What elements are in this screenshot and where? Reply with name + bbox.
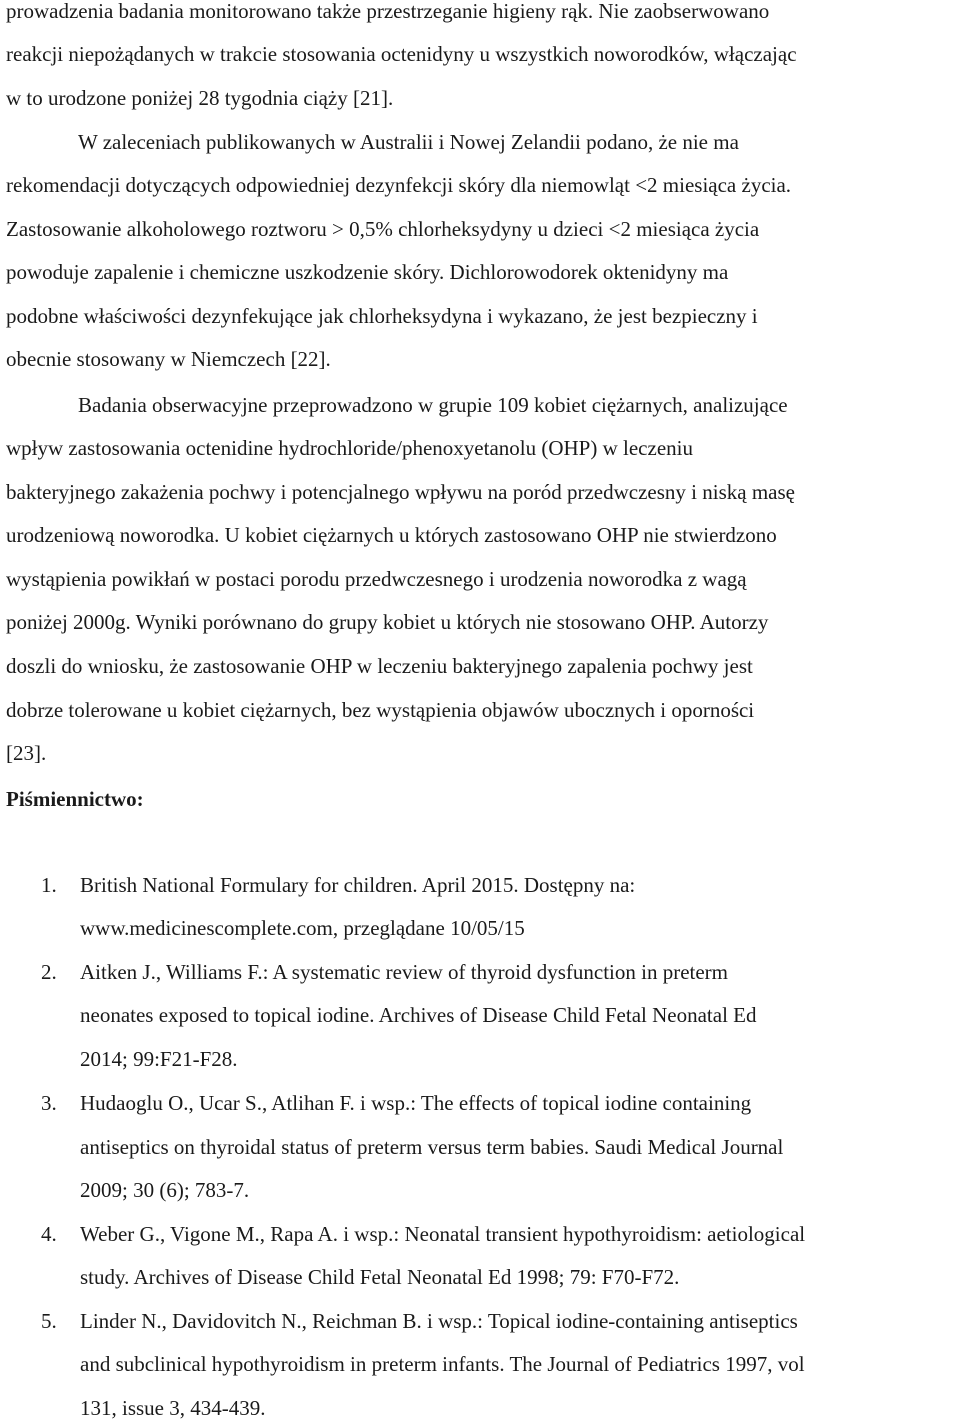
text-line: rekomendacji dotyczących odpowiedniej dezynfekcji skóry dla niemowląt <2 miesiąca życia.	[6, 173, 792, 197]
text-line: prowadzenia badania monitorowano także przestrzeganie higieny rąk. Nie zaobserwowano	[6, 0, 770, 23]
text-line: reakcji niepożądanych w trakcie stosowania octenidyny u wszystkich noworodków, włączając	[6, 42, 797, 66]
reference-line: neonates exposed to topical iodine. Archives of Disease Child Fetal Neonatal Ed	[80, 1003, 757, 1027]
text-line: bakteryjnego zakażenia pochwy i potencjalnego wpływu na poród przedwczesny i niską masę	[6, 480, 795, 504]
text-line: dobrze tolerowane u kobiet ciężarnych, bez wystąpienia objawów ubocznych i oporności	[6, 698, 755, 722]
text-line: wystąpienia powikłań w postaci porodu przedwczesnego i urodzenia noworodka z wagą	[6, 567, 747, 591]
reference-line: Weber G., Vigone M., Rapa A. i wsp.: Neonatal transient hypothyroidism: aetiological	[80, 1222, 806, 1246]
text-line: w to urodzone poniżej 28 tygodnia ciąży [21].	[6, 86, 394, 110]
reference-line: Linder N., Davidovitch N., Reichman B. i wsp.: Topical iodine-containing antiseptics	[80, 1309, 798, 1333]
reference-number: 3.	[41, 1091, 57, 1115]
text-line: wpływ zastosowania octenidine hydrochloride/phenoxyetanolu (OHP) w leczeniu	[6, 436, 693, 460]
reference-line: study. Archives of Disease Child Fetal Neonatal Ed 1998; 79: F70-F72.	[80, 1265, 680, 1289]
text-line: poniżej 2000g. Wyniki porównano do grupy kobiet u których nie stosowano OHP. Autorzy	[6, 610, 769, 634]
reference-number: 5.	[41, 1309, 57, 1333]
text-line: powoduje zapalenie i chemiczne uszkodzenie skóry. Dichlorowodorek oktenidyny ma	[6, 260, 729, 284]
text-line: [23].	[6, 741, 47, 765]
text-line: Badania obserwacyjne przeprowadzono w grupie 109 kobiet ciężarnych, analizujące	[78, 393, 788, 417]
reference-line: www.medicinescomplete.com, przeglądane 10/05/15	[80, 916, 525, 940]
reference-number: 2.	[41, 960, 57, 984]
reference-line: Hudaoglu O., Ucar S., Atlihan F. i wsp.: The effects of topical iodine containing	[80, 1091, 752, 1115]
text-line: obecnie stosowany w Niemczech [22].	[6, 347, 331, 371]
reference-line: 2009; 30 (6); 783-7.	[80, 1178, 250, 1202]
text-line: urodzeniową noworodka. U kobiet ciężarnych u których zastosowano OHP nie stwierdzono	[6, 523, 777, 547]
reference-line: antiseptics on thyroidal status of preterm versus term babies. Saudi Medical Journal	[80, 1135, 784, 1159]
reference-line: 131, issue 3, 434-439.	[80, 1396, 266, 1420]
reference-line: Aitken J., Williams F.: A systematic review of thyroid dysfunction in preterm	[80, 960, 728, 984]
reference-number: 4.	[41, 1222, 57, 1246]
reference-line: and subclinical hypothyroidism in preterm infants. The Journal of Pediatrics 1997, vol	[80, 1352, 805, 1376]
bibliography-heading: Piśmiennictwo:	[6, 787, 144, 811]
text-line: podobne właściwości dezynfekujące jak chlorheksydyna i wykazano, że jest bezpieczny i	[6, 304, 758, 328]
text-line: doszli do wniosku, że zastosowanie OHP w leczeniu bakteryjnego zapalenia pochwy jest	[6, 654, 753, 678]
reference-line: British National Formulary for children. April 2015. Dostępny na:	[80, 873, 636, 897]
text-line: W zaleceniach publikowanych w Australii i Nowej Zelandii podano, że nie ma	[78, 130, 739, 154]
reference-line: 2014; 99:F21-F28.	[80, 1047, 238, 1071]
text-line: Zastosowanie alkoholowego roztworu > 0,5% chlorheksydyny u dzieci <2 miesiąca życia	[6, 217, 760, 241]
reference-number: 1.	[41, 873, 57, 897]
